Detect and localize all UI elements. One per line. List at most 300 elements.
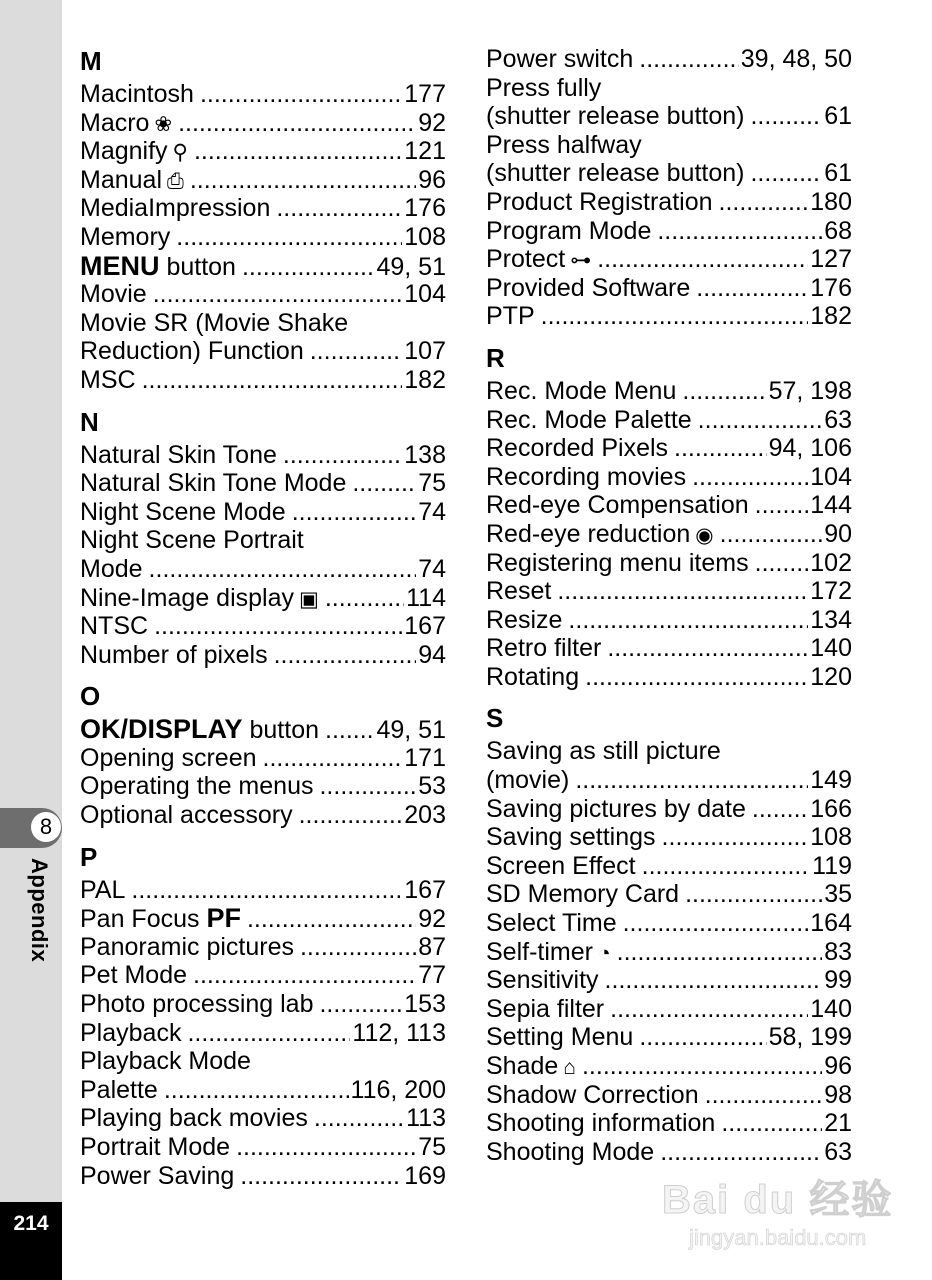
- entry-label: [80, 469, 352, 498]
- entry-label: [486, 45, 639, 74]
- entry-label: [80, 498, 292, 527]
- index-entry: [486, 823, 852, 852]
- entry-label-text: Shade: [486, 1052, 559, 1080]
- index-entry: [486, 302, 852, 331]
- index-entry-first-line: [486, 131, 852, 160]
- dot-leader: [247, 905, 416, 934]
- self-timer-icon: ◔: [597, 941, 611, 965]
- entry-label: [80, 715, 325, 745]
- entry-label: [486, 663, 585, 692]
- entry-page: 140: [810, 634, 852, 663]
- index-entry: [80, 961, 446, 990]
- index-entry-first-line: [80, 526, 446, 555]
- entry-label-text: Playing back movies: [80, 1104, 308, 1133]
- index-entry: [486, 45, 852, 74]
- entry-page: 169: [404, 1161, 446, 1190]
- index-entry: [80, 1076, 446, 1105]
- entry-label-text: Rec. Mode Palette: [486, 405, 692, 434]
- dot-leader: [719, 188, 809, 217]
- index-entry: [80, 109, 446, 138]
- dot-leader: [236, 1133, 416, 1162]
- index-entry: [486, 377, 852, 406]
- index-entry: [80, 1104, 446, 1133]
- index-entry: [486, 102, 852, 131]
- entry-label: [80, 744, 263, 773]
- index-entry: [80, 876, 446, 905]
- dot-leader: [662, 823, 809, 852]
- entry-label: [486, 966, 605, 995]
- entry-label-text: Optional accessory: [80, 801, 293, 830]
- entry-page: 96: [418, 165, 446, 194]
- dot-leader: [617, 938, 823, 967]
- dot-leader: [582, 1052, 822, 1081]
- section-letter: P: [80, 841, 98, 872]
- section-letter: O: [80, 681, 101, 712]
- entry-label-text: Night Scene Mode: [80, 497, 286, 526]
- index-entry: [486, 549, 852, 578]
- entry-label: [80, 1104, 314, 1133]
- dot-leader: [319, 990, 402, 1019]
- entry-label-text: Protect: [486, 245, 566, 274]
- index-entry: [486, 880, 852, 909]
- entry-label-text: Registering menu items: [486, 548, 749, 577]
- entry-page: 68: [824, 216, 852, 245]
- entry-page: 92: [418, 108, 446, 137]
- entry-label-text: MSC: [80, 365, 136, 394]
- entry-label-text: Saving pictures by date: [486, 794, 746, 823]
- dot-leader: [352, 469, 416, 498]
- entry-label: [80, 280, 153, 309]
- entry-page: 99: [824, 966, 852, 995]
- entry-label: [486, 520, 720, 551]
- entry-label: [486, 577, 557, 606]
- dot-leader: [705, 1081, 823, 1110]
- entry-page: 92: [418, 905, 446, 934]
- index-entry: [80, 498, 446, 527]
- index-entry: [486, 606, 852, 635]
- entry-label-text: Screen Effect: [486, 851, 636, 880]
- dot-leader: [263, 744, 403, 773]
- entry-label: [80, 137, 194, 168]
- entry-label-text: Macro: [80, 108, 150, 137]
- entry-label: [486, 102, 750, 131]
- entry-page: 166: [810, 794, 852, 823]
- dot-leader: [720, 520, 823, 549]
- dot-leader: [154, 612, 402, 641]
- section-letter: M: [80, 46, 102, 76]
- entry-label: [486, 795, 752, 824]
- entry-label-text: Mode: [80, 554, 143, 583]
- entry-page: 177: [404, 80, 446, 108]
- index-entry: [486, 406, 852, 435]
- entry-page: 149: [810, 766, 852, 795]
- entry-page: 35: [824, 880, 852, 909]
- entry-label-text: Self-timer: [486, 937, 593, 966]
- entry-label: [486, 938, 617, 969]
- index-entry: [80, 1162, 446, 1191]
- entry-page: 98: [824, 1080, 852, 1109]
- entry-page: 57, 198: [768, 376, 852, 405]
- entry-label: [80, 80, 200, 109]
- entry-label: [486, 1138, 660, 1167]
- dot-leader: [752, 795, 808, 824]
- index-entry: [486, 995, 852, 1024]
- index-section: [80, 47, 446, 395]
- dot-leader: [300, 933, 416, 962]
- dot-leader: [292, 498, 417, 527]
- entry-page: 75: [418, 1133, 446, 1161]
- entry-label: [80, 223, 176, 252]
- index-entry: [486, 274, 852, 303]
- entry-label-text: button: [159, 252, 236, 281]
- watermark-brand: Bai du 经验: [662, 1178, 894, 1222]
- entry-label-text: Program Mode: [486, 216, 652, 245]
- dot-leader: [607, 634, 808, 663]
- dot-leader: [131, 876, 402, 905]
- entry-label: [80, 641, 274, 670]
- entry-label-text: Select Time: [486, 909, 617, 938]
- index-entry: [80, 441, 446, 470]
- entry-label: [486, 606, 568, 635]
- entry-page: 77: [418, 961, 446, 990]
- dot-leader: [698, 406, 823, 435]
- section-letter: R: [486, 342, 505, 373]
- page-number: 214: [13, 1212, 49, 1235]
- index-entry: [80, 641, 446, 670]
- index-section: [80, 843, 446, 1191]
- entry-label-text: (movie): [486, 766, 570, 795]
- index-entry: [486, 188, 852, 217]
- entry-label: Press halfway: [486, 130, 642, 159]
- entry-page: 75: [418, 469, 446, 498]
- entry-page: 74: [418, 497, 446, 526]
- index-section: [486, 45, 852, 331]
- entry-page: 58, 199: [768, 1023, 852, 1052]
- entry-label: [486, 549, 755, 578]
- chapter-sidebar: [0, 0, 62, 1280]
- section-letter: N: [80, 406, 99, 437]
- index-entry: [80, 80, 446, 109]
- entry-label: Movie SR (Movie Shake: [80, 308, 349, 337]
- entry-page: 63: [824, 1137, 852, 1166]
- entry-label: [80, 961, 193, 990]
- entry-label-text: NTSC: [80, 612, 149, 641]
- dot-leader: [597, 245, 808, 274]
- entry-page: 104: [404, 280, 446, 309]
- dot-leader: [575, 766, 808, 795]
- entry-page: 121: [404, 137, 446, 166]
- dot-leader: [193, 961, 416, 990]
- entry-page: 107: [404, 337, 446, 366]
- dot-leader: [310, 337, 403, 366]
- magnify-icon: ⚲: [172, 141, 188, 165]
- entry-label-text: Shooting Mode: [486, 1137, 655, 1166]
- dot-leader: [682, 377, 766, 406]
- entry-label: [486, 1023, 639, 1052]
- entry-label-text: PAL: [80, 875, 126, 904]
- entry-page: 140: [810, 994, 852, 1023]
- index-entry: [80, 337, 446, 366]
- index-entry: [486, 159, 852, 188]
- dot-leader: [685, 880, 822, 909]
- entry-label-text: Product Registration: [486, 187, 713, 216]
- entry-label-text: Reduction) Function: [80, 337, 304, 366]
- index-section: [486, 704, 852, 1166]
- dot-leader: [190, 166, 416, 195]
- index-entry: [486, 577, 852, 606]
- index-entry: [486, 1138, 852, 1167]
- entry-label: [486, 491, 755, 520]
- entry-label-text: Pet Mode: [80, 961, 188, 990]
- entry-page: 116, 200: [350, 1075, 446, 1104]
- entry-page: 104: [810, 462, 852, 491]
- entry-label: [486, 245, 597, 276]
- entry-label: [486, 377, 682, 406]
- index-entry: [80, 555, 446, 584]
- entry-page: 182: [810, 302, 852, 331]
- index-entry: [80, 366, 446, 395]
- entry-label-text: Recorded Pixels: [486, 434, 669, 463]
- entry-page: 134: [810, 605, 852, 634]
- entry-page: 171: [404, 743, 446, 772]
- entry-label: [80, 801, 299, 830]
- index-entry-first-line: [486, 74, 852, 103]
- entry-label: [486, 823, 662, 852]
- index-entry: [80, 933, 446, 962]
- index-column-right: [486, 45, 852, 1166]
- index-entry: [486, 852, 852, 881]
- dot-leader: [660, 1138, 822, 1167]
- entry-page: 90: [824, 519, 852, 548]
- dot-leader: [153, 280, 403, 309]
- dot-leader: [142, 366, 403, 395]
- entry-label: [486, 302, 541, 331]
- dot-leader: [610, 995, 808, 1024]
- watermark-url: jingyan.baidu.com: [689, 1225, 867, 1250]
- dot-leader: [541, 302, 809, 331]
- red-eye-icon: ◉: [695, 523, 714, 547]
- dot-leader: [639, 1023, 766, 1052]
- entry-label-text: Panoramic pictures: [80, 932, 294, 961]
- index-entry: [486, 520, 852, 549]
- entry-label: [80, 441, 283, 470]
- dot-leader: [164, 1076, 349, 1105]
- entry-label-text: Macintosh: [80, 80, 194, 108]
- entry-page: 120: [810, 662, 852, 691]
- dot-leader: [276, 194, 402, 223]
- dot-leader: [176, 223, 402, 252]
- entry-label-text: (shutter release button): [486, 102, 745, 131]
- entry-label-text: Natural Skin Tone: [80, 440, 277, 469]
- watermark: [662, 1168, 893, 1251]
- entry-label: [486, 880, 685, 909]
- entry-label: [486, 634, 607, 663]
- entry-page: 74: [418, 554, 446, 583]
- entry-label: [80, 109, 178, 140]
- entry-page: 49, 51: [376, 252, 446, 281]
- entry-label: [486, 1081, 705, 1110]
- entry-page: 61: [824, 159, 852, 188]
- entry-page: 127: [810, 245, 852, 274]
- entry-page: 114: [406, 583, 446, 612]
- entry-page: 172: [810, 577, 852, 606]
- index-entry: [80, 1133, 446, 1162]
- entry-label-text: Resize: [486, 605, 563, 634]
- dot-leader: [623, 909, 809, 938]
- index-column-left: [80, 45, 446, 1190]
- entry-label: [80, 876, 131, 905]
- entry-label-text: Magnify: [80, 137, 168, 166]
- entry-label-text: Setting Menu: [486, 1023, 634, 1052]
- entry-page: 108: [810, 823, 852, 852]
- entry-label: [486, 766, 575, 795]
- index-entry: [80, 612, 446, 641]
- entry-label-text: Power Saving: [80, 1161, 235, 1190]
- dot-leader: [178, 109, 416, 138]
- entry-label: [486, 274, 696, 303]
- entry-label-text: Saving settings: [486, 823, 656, 852]
- entry-label-text: Provided Software: [486, 273, 691, 302]
- index-entry: [80, 194, 446, 223]
- entry-page: 87: [418, 932, 446, 961]
- entry-label: [486, 217, 657, 246]
- entry-label-text: Photo processing lab: [80, 990, 314, 1019]
- index-entry-first-line: [80, 309, 446, 338]
- shade-icon: ⌂: [563, 1056, 576, 1079]
- entry-label-text: Rotating: [486, 662, 580, 691]
- index-entry: [80, 584, 446, 613]
- entry-label-text: Retro filter: [486, 634, 602, 663]
- entry-label-text: PTP: [486, 302, 535, 331]
- entry-label: [80, 166, 190, 197]
- entry-label: [80, 194, 276, 223]
- entry-label-text: SD Memory Card: [486, 880, 680, 909]
- entry-label: [80, 904, 247, 934]
- index-entry: [80, 744, 446, 773]
- index-entry: [486, 1109, 852, 1138]
- entry-label-text: Sensitivity: [486, 966, 599, 995]
- entry-label-text: Recording movies: [486, 462, 687, 491]
- dot-leader: [750, 102, 822, 131]
- entry-label: Night Scene Portrait: [80, 526, 304, 555]
- index-entry: [80, 252, 446, 281]
- index-entry: [80, 166, 446, 195]
- entry-label: [80, 1076, 164, 1105]
- dot-leader: [283, 441, 402, 470]
- entry-page: 102: [810, 548, 852, 577]
- entry-label: [80, 933, 300, 962]
- entry-label: [80, 366, 142, 395]
- index-entry: [486, 766, 852, 795]
- entry-label-text: Nine-Image display: [80, 583, 294, 612]
- chapter-number: 8: [31, 812, 61, 842]
- entry-label: [486, 1052, 582, 1083]
- entry-label: [486, 159, 750, 188]
- dot-leader: [325, 584, 404, 613]
- dot-leader: [674, 434, 767, 463]
- dot-leader: [755, 491, 809, 520]
- entry-label: Press fully: [486, 73, 602, 102]
- entry-label-text: Rec. Mode Menu: [486, 376, 677, 405]
- index-entry: [486, 491, 852, 520]
- entry-label: [80, 1133, 236, 1162]
- entry-label: [486, 434, 674, 463]
- index-entry: [80, 1019, 446, 1048]
- dot-leader: [325, 716, 374, 745]
- index-entry: [486, 434, 852, 463]
- dot-leader: [642, 852, 811, 881]
- entry-page: 61: [824, 102, 852, 131]
- entry-label: [80, 1162, 240, 1191]
- entry-page: 182: [404, 365, 446, 394]
- entry-label-text: Shooting information: [486, 1109, 716, 1138]
- index-section: [80, 408, 446, 670]
- entry-label-text: Palette: [80, 1075, 158, 1104]
- entry-page: 144: [810, 491, 852, 520]
- entry-label: [486, 1109, 721, 1138]
- entry-label: [80, 1019, 187, 1048]
- entry-page: 153: [404, 990, 446, 1019]
- dot-leader: [319, 772, 416, 801]
- index-entry: [486, 966, 852, 995]
- entry-label-text: Power switch: [486, 45, 634, 73]
- dot-leader: [314, 1104, 404, 1133]
- dot-leader: [696, 274, 808, 303]
- entry-label-text: Number of pixels: [80, 640, 268, 669]
- entry-label-text: Manual: [80, 165, 162, 194]
- entry-page: 21: [824, 1109, 852, 1138]
- entry-page: 176: [404, 194, 446, 223]
- dot-leader: [721, 1109, 822, 1138]
- entry-page: 167: [404, 612, 446, 641]
- index-entry: [80, 469, 446, 498]
- dot-leader: [242, 253, 375, 282]
- index-entry: [486, 1052, 852, 1081]
- index-entry: [80, 223, 446, 252]
- entry-page: 164: [810, 909, 852, 938]
- entry-label: [486, 995, 610, 1024]
- entry-label: [486, 852, 642, 881]
- macro-icon: ❀: [154, 112, 173, 136]
- chapter-label: Appendix: [27, 858, 52, 963]
- index-entry: [486, 463, 852, 492]
- entry-label-text: Portrait Mode: [80, 1133, 231, 1161]
- entry-page: 112, 113: [352, 1018, 446, 1047]
- index-entry: [486, 1023, 852, 1052]
- entry-page: 53: [418, 772, 446, 801]
- entry-label-text: Opening screen: [80, 743, 257, 772]
- entry-page: 96: [824, 1052, 852, 1080]
- entry-label: [80, 772, 319, 801]
- entry-page: 167: [404, 875, 446, 904]
- entry-page: 94, 106: [768, 434, 852, 463]
- entry-bold-label: MENU: [80, 250, 160, 281]
- entry-page: 180: [810, 187, 852, 216]
- entry-page: 83: [824, 937, 852, 966]
- dot-leader: [639, 45, 739, 74]
- key-icon: ⊶: [570, 249, 592, 273]
- entry-label: Playback Mode: [80, 1047, 251, 1076]
- entry-label-text: Sepia filter: [486, 994, 605, 1023]
- entry-bold-label: OK/DISPLAY: [80, 714, 243, 745]
- dot-leader: [187, 1019, 350, 1048]
- index-entry: [80, 801, 446, 830]
- index-entry: [80, 137, 446, 166]
- dot-leader: [750, 159, 822, 188]
- entry-label: [486, 406, 698, 435]
- section-letter: S: [486, 703, 504, 734]
- entry-label-text: MediaImpression: [80, 194, 271, 223]
